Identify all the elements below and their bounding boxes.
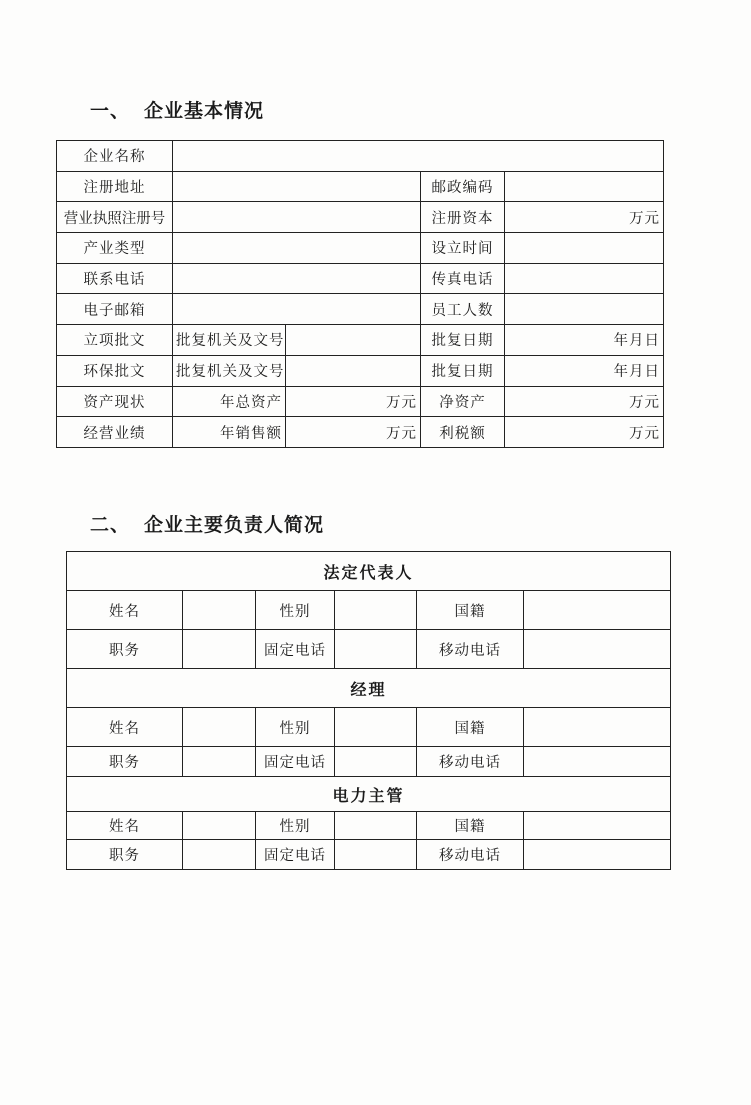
total-assets-label: 年总资产 <box>173 386 286 417</box>
performance-label: 经营业绩 <box>57 417 173 448</box>
legal-gender-field[interactable] <box>335 591 417 630</box>
section1-title: 企业基本情况 <box>144 100 265 122</box>
profit-tax-label: 利税额 <box>421 417 505 448</box>
manager-gender-field[interactable] <box>335 708 417 747</box>
power-position-field[interactable] <box>183 840 256 870</box>
founded-label: 设立时间 <box>421 233 505 264</box>
section1-heading <box>90 96 264 123</box>
table-row <box>57 233 664 264</box>
project-authority-label: 批复机关及文号 <box>173 325 286 356</box>
manager-mobile-field[interactable] <box>524 747 671 777</box>
power-landline-label: 固定电话 <box>256 840 335 870</box>
total-assets-field[interactable]: 万元 <box>286 386 421 417</box>
power-supervisor-header: 电力主管 <box>67 777 671 812</box>
power-gender-label: 性别 <box>256 812 335 840</box>
table-row <box>57 294 664 325</box>
sales-field[interactable]: 万元 <box>286 417 421 448</box>
manager-landline-label: 固定电话 <box>256 747 335 777</box>
power-landline-field[interactable] <box>335 840 417 870</box>
industry-field[interactable] <box>173 233 421 264</box>
legal-landline-field[interactable] <box>335 630 417 669</box>
table-row <box>67 669 671 708</box>
table-row <box>67 708 671 747</box>
license-field[interactable] <box>173 202 421 233</box>
legal-gender-label: 性别 <box>256 591 335 630</box>
power-name-label: 姓名 <box>67 812 183 840</box>
section2-title: 企业主要负责人简况 <box>144 514 325 536</box>
founded-field[interactable] <box>505 233 664 264</box>
project-approval-label: 立项批文 <box>57 325 173 356</box>
legal-name-label: 姓名 <box>67 591 183 630</box>
basic-info-table <box>56 140 664 448</box>
env-authority-label: 批复机关及文号 <box>173 355 286 386</box>
legal-rep-header: 法定代表人 <box>67 552 671 591</box>
section2-number: 二、 <box>90 514 131 536</box>
table-row <box>57 355 664 386</box>
env-date-label: 批复日期 <box>421 355 505 386</box>
legal-nationality-field[interactable] <box>524 591 671 630</box>
address-field[interactable] <box>173 171 421 202</box>
power-position-label: 职务 <box>67 840 183 870</box>
manager-header: 经理 <box>67 669 671 708</box>
env-authority-field[interactable] <box>286 355 421 386</box>
table-row <box>67 591 671 630</box>
sales-label: 年销售额 <box>173 417 286 448</box>
industry-label: 产业类型 <box>57 233 173 264</box>
table-row <box>57 141 664 172</box>
env-date-field[interactable]: 年月日 <box>505 355 664 386</box>
leaders-table <box>66 551 671 870</box>
table-row <box>57 417 664 448</box>
legal-mobile-label: 移动电话 <box>417 630 524 669</box>
capital-field[interactable]: 万元 <box>505 202 664 233</box>
phone-label: 联系电话 <box>57 263 173 294</box>
profit-tax-field[interactable]: 万元 <box>505 417 664 448</box>
net-assets-label: 净资产 <box>421 386 505 417</box>
phone-field[interactable] <box>173 263 421 294</box>
net-assets-field[interactable]: 万元 <box>505 386 664 417</box>
legal-position-field[interactable] <box>183 630 256 669</box>
legal-mobile-field[interactable] <box>524 630 671 669</box>
table-row <box>67 630 671 669</box>
manager-name-label: 姓名 <box>67 708 183 747</box>
manager-nationality-label: 国籍 <box>417 708 524 747</box>
section2-heading <box>90 510 324 537</box>
legal-landline-label: 固定电话 <box>256 630 335 669</box>
power-nationality-field[interactable] <box>524 812 671 840</box>
power-nationality-label: 国籍 <box>417 812 524 840</box>
manager-position-label: 职务 <box>67 747 183 777</box>
company-name-field[interactable] <box>173 141 664 172</box>
section1-number: 一、 <box>90 100 131 122</box>
table-row <box>67 747 671 777</box>
legal-position-label: 职务 <box>67 630 183 669</box>
legal-name-field[interactable] <box>183 591 256 630</box>
staff-field[interactable] <box>505 294 664 325</box>
project-date-field[interactable]: 年月日 <box>505 325 664 356</box>
table-row <box>57 263 664 294</box>
project-date-label: 批复日期 <box>421 325 505 356</box>
assets-label: 资产现状 <box>57 386 173 417</box>
table-row <box>67 812 671 840</box>
staff-label: 员工人数 <box>421 294 505 325</box>
table-row <box>57 325 664 356</box>
power-gender-field[interactable] <box>335 812 417 840</box>
postcode-label: 邮政编码 <box>421 171 505 202</box>
company-name-label: 企业名称 <box>57 141 173 172</box>
power-mobile-field[interactable] <box>524 840 671 870</box>
manager-gender-label: 性别 <box>256 708 335 747</box>
license-label: 营业执照注册号 <box>57 202 173 233</box>
capital-label: 注册资本 <box>421 202 505 233</box>
address-label: 注册地址 <box>57 171 173 202</box>
table-row <box>57 386 664 417</box>
power-mobile-label: 移动电话 <box>417 840 524 870</box>
legal-nationality-label: 国籍 <box>417 591 524 630</box>
fax-label: 传真电话 <box>421 263 505 294</box>
power-name-field[interactable] <box>183 812 256 840</box>
table-row <box>57 202 664 233</box>
table-row <box>67 840 671 870</box>
table-row <box>57 171 664 202</box>
table-row <box>67 552 671 591</box>
manager-position-field[interactable] <box>183 747 256 777</box>
manager-name-field[interactable] <box>183 708 256 747</box>
manager-mobile-label: 移动电话 <box>417 747 524 777</box>
env-approval-label: 环保批文 <box>57 355 173 386</box>
project-authority-field[interactable] <box>286 325 421 356</box>
manager-landline-field[interactable] <box>335 747 417 777</box>
fax-field[interactable] <box>505 263 664 294</box>
manager-nationality-field[interactable] <box>524 708 671 747</box>
email-field[interactable] <box>173 294 421 325</box>
postcode-field[interactable] <box>505 171 664 202</box>
email-label: 电子邮箱 <box>57 294 173 325</box>
table-row <box>67 777 671 812</box>
